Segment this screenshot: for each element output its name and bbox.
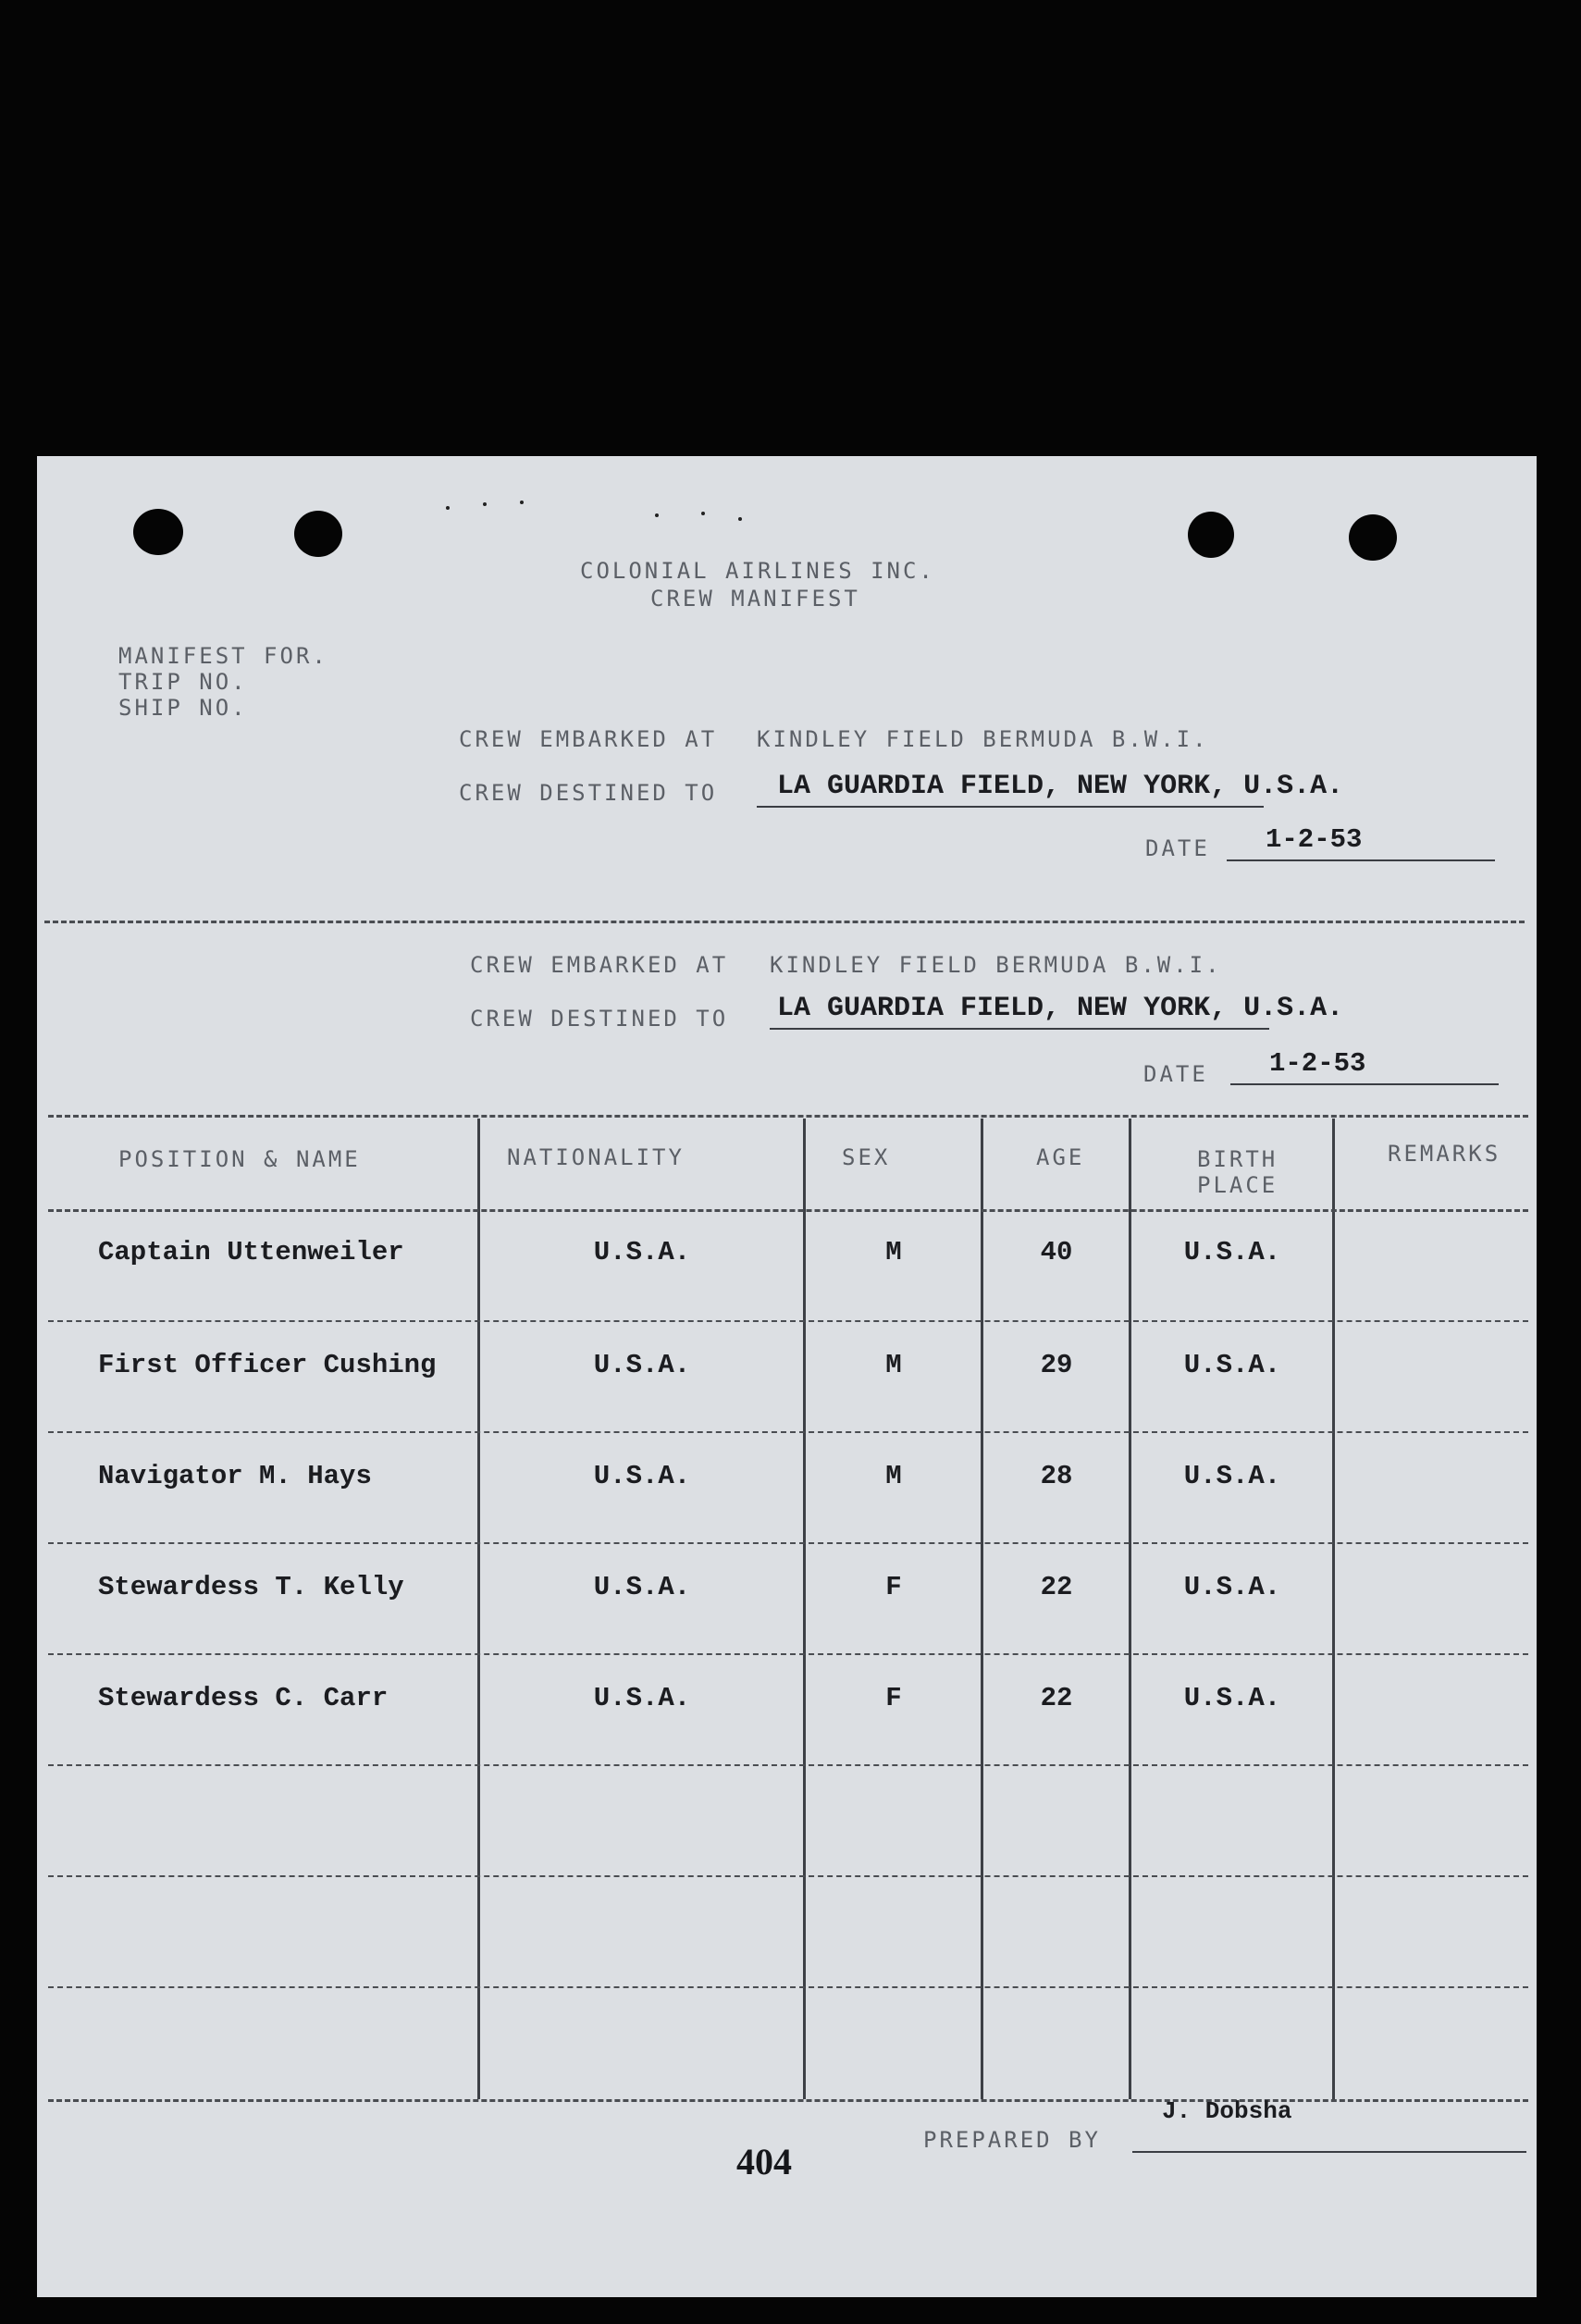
destined-underline — [757, 806, 1264, 808]
table-cell-age: 40 — [1040, 1237, 1073, 1267]
punch-hole-icon — [133, 509, 183, 555]
table-cell-nationality: U.S.A. — [593, 1572, 691, 1602]
column-divider — [803, 1119, 806, 2099]
table-cell-age: 28 — [1040, 1461, 1073, 1491]
date-label: DATE — [1145, 835, 1210, 861]
table-cell-nationality: U.S.A. — [593, 1350, 691, 1380]
punch-hole-icon — [1188, 512, 1234, 558]
date-value: 1-2-53 — [1266, 824, 1363, 855]
table-cell-sex: M — [885, 1237, 902, 1267]
column-divider — [477, 1119, 480, 2099]
date-underline — [1227, 859, 1495, 861]
row-divider — [48, 1875, 1528, 1877]
date-label: DATE — [1143, 1061, 1208, 1087]
crew-embarked-label: CREW EMBARKED AT — [470, 952, 729, 978]
table-cell-name: First Officer Cushing — [98, 1350, 437, 1380]
table-cell-sex: F — [885, 1572, 902, 1602]
table-cell-sex: M — [885, 1461, 902, 1491]
table-cell-age: 22 — [1040, 1572, 1073, 1602]
date-underline — [1230, 1083, 1499, 1085]
table-cell-name: Captain Uttenweiler — [98, 1237, 404, 1267]
prepared-by-signature: J. Dobsha — [1162, 2097, 1292, 2125]
row-divider — [48, 1653, 1528, 1655]
table-cell-nationality: U.S.A. — [593, 1683, 691, 1713]
date-value: 1-2-53 — [1269, 1048, 1366, 1079]
row-divider — [48, 1320, 1528, 1322]
table-cell-sex: M — [885, 1350, 902, 1380]
speck — [738, 517, 742, 521]
prepared-by-label: PREPARED BY — [923, 2127, 1101, 2153]
punch-hole-icon — [294, 511, 342, 557]
page-number: 404 — [736, 2141, 792, 2182]
row-divider — [48, 2099, 1528, 2102]
row-divider — [48, 1764, 1528, 1766]
table-cell-sex: F — [885, 1683, 902, 1713]
document-title: CREW MANIFEST — [650, 586, 860, 612]
speck — [701, 512, 705, 515]
table-cell-age: 22 — [1040, 1683, 1073, 1713]
crew-embarked-value: KINDLEY FIELD BERMUDA B.W.I. — [757, 726, 1209, 752]
crew-destined-value: LA GUARDIA FIELD, NEW YORK, U.S.A. — [777, 771, 1344, 802]
table-cell-nationality: U.S.A. — [593, 1461, 691, 1491]
ship-no-label: SHIP NO. — [118, 695, 248, 721]
prepared-by-underline — [1132, 2151, 1526, 2153]
column-header-position-name: POSITION & NAME — [118, 1146, 361, 1172]
table-cell-birth-place: U.S.A. — [1183, 1461, 1281, 1491]
destined-underline — [770, 1028, 1269, 1030]
crew-destined-label: CREW DESTINED TO — [459, 780, 718, 806]
table-cell-birth-place: U.S.A. — [1183, 1350, 1281, 1380]
crew-embarked-label: CREW EMBARKED AT — [459, 726, 718, 752]
punch-hole-icon — [1349, 514, 1397, 561]
table-cell-name: Navigator M. Hays — [98, 1461, 372, 1491]
company-name: COLONIAL AIRLINES INC. — [580, 558, 935, 584]
row-divider — [48, 1431, 1528, 1433]
column-divider — [981, 1119, 983, 2099]
speck — [520, 501, 524, 504]
crew-embarked-value: KINDLEY FIELD BERMUDA B.W.I. — [770, 952, 1222, 978]
column-header-nationality: NATIONALITY — [507, 1144, 685, 1170]
row-divider — [48, 1986, 1528, 1988]
table-cell-birth-place: U.S.A. — [1183, 1683, 1281, 1713]
speck — [446, 506, 450, 510]
column-header-remarks: REMARKS — [1388, 1141, 1501, 1167]
column-header-sex: SEX — [842, 1144, 891, 1170]
trip-no-label: TRIP NO. — [118, 669, 248, 695]
table-cell-name: Stewardess C. Carr — [98, 1683, 389, 1713]
crew-destined-value: LA GUARDIA FIELD, NEW YORK, U.S.A. — [777, 993, 1344, 1024]
column-divider — [1332, 1119, 1335, 2099]
column-header-place: PLACE — [1197, 1172, 1278, 1198]
row-divider — [48, 1542, 1528, 1544]
speck — [655, 513, 659, 517]
row-divider — [48, 1209, 1528, 1212]
table-cell-birth-place: U.S.A. — [1183, 1572, 1281, 1602]
table-cell-nationality: U.S.A. — [593, 1237, 691, 1267]
manifest-for-label: MANIFEST FOR. — [118, 643, 328, 669]
crew-destined-label: CREW DESTINED TO — [470, 1006, 729, 1032]
table-top-border — [48, 1115, 1528, 1118]
manifest-page — [37, 456, 1537, 2297]
speck — [483, 502, 487, 506]
table-cell-name: Stewardess T. Kelly — [98, 1572, 404, 1602]
column-header-birth: BIRTH — [1197, 1146, 1278, 1172]
section-divider — [44, 921, 1525, 923]
column-divider — [1129, 1119, 1131, 2099]
table-cell-birth-place: U.S.A. — [1183, 1237, 1281, 1267]
column-header-age: AGE — [1036, 1144, 1085, 1170]
table-cell-age: 29 — [1040, 1350, 1073, 1380]
